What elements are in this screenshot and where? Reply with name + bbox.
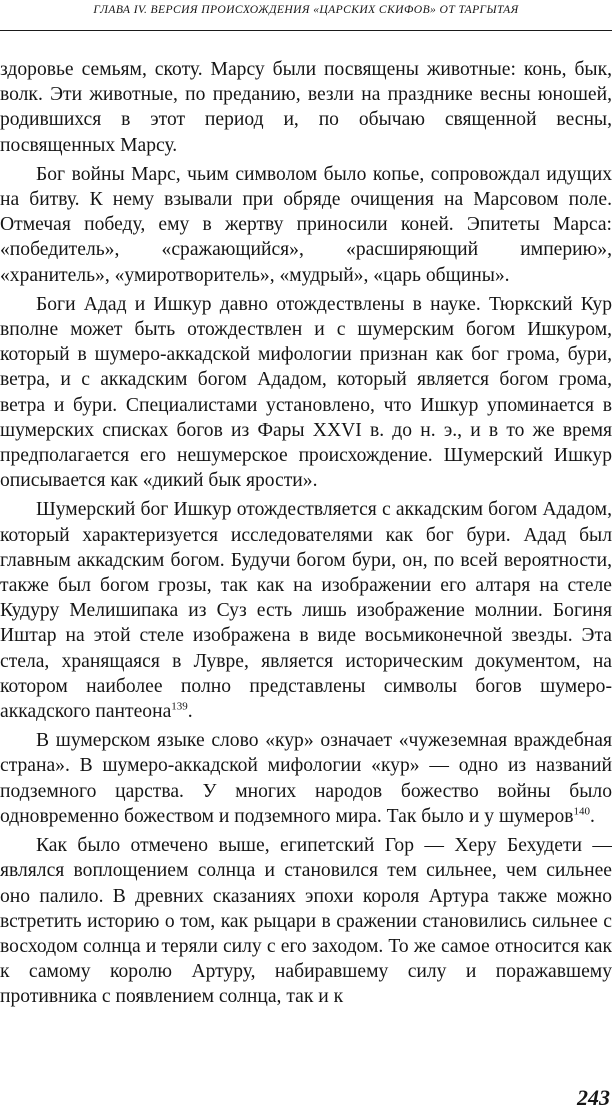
footnote-ref[interactable]: 140 (573, 805, 591, 818)
paragraph-text: Шумерский бог Ишкур отождествляется с аккадским богом Ададом, который характеризуется исследователями как бог бури. Адад был главным аккадским богом. Будучи богом бури, он, по всей вероятности, также был богом грозы, так как на изображении его алтаря на стеле Кудуру Мелишипака из Суз есть лишь изображение молнии. Богиня Иштар на этой стеле изображена в виде восьмиконечной звезды. Эта стела, хранящаяся в Лувре, является историческим документом, на котором наиболее полно представлены символы богов шумеро-аккадского пантеона (0, 499, 612, 723)
body-text (0, 57, 612, 1010)
paragraph: Шумерский бог Ишкур отождествляется с аккадским богом Ададом, который характеризуется исследователями как бог бури. Адад был главным аккадским богом. Будучи богом бури, он, по всей вероятности, также был богом грозы, так как на изображении его алтаря на стеле Кудуру Мелишипака из Суз есть лишь изображение молнии. Богиня Иштар на этой стеле изображена в виде восьмиконечной звезды. Эта стела, хранящаяся в Лувре, является историческим документом, на котором наиболее полно представлены символы богов шумеро-аккадского пантеона$^{139}$. (0, 499, 612, 723)
page-number: 243 (577, 1085, 610, 1110)
paragraph (0, 162, 612, 288)
paragraph-text: Как было отмечено выше, египетский Гор — Херу Бехудети — являлся воплощением солнца и становился тем сильнее, чем сильнее оно палило. В древних сказаниях эпохи короля Артура также можно встретить историю о том, как рыцари в сражении становились сильнее с восходом солнца и теряли силу с его заходом. То же самое относится как к самому королю Артуру, набиравшему силу и поражавшему противника с появлением солнца, так и к (0, 835, 612, 1008)
paragraph-text: Боги Адад и Ишкур давно отождествлены в науке. Тюркский Кур вполне может быть отождествлен и с шумерским богом Ишкуром, который в шумеро-аккадской мифологии признан как бог грома, бури, ветра, и с аккадским богом Ададом, который является богом грома, ветра и бури. Специалистами установлено, что Ишкур упоминается в шумерских списках богов из Фары XXVI в. до н. э., и в то же время предполагается его нешумерское происхождение. Шумерский Ишкур описывается как «дикий бык ярости». (0, 293, 612, 492)
header-rule (0, 30, 612, 31)
paragraph (0, 292, 612, 494)
paragraph-text: В шумерском языке слово «кур» означает «чужеземная враждебная страна». В шумеро-аккадской мифологии «кур» — одно из названий подземного царства. У многих народов божество войны было одновременно божеством и подземного мира. Так было и у шумеров (0, 730, 612, 827)
running-head: ГЛАВА IV. ВЕРСИЯ ПРОИСХОЖДЕНИЯ «ЦАРСКИХ СКИФОВ» ОТ ТАРГЫТАЯ (93, 3, 519, 16)
footnote-ref[interactable]: 139 (171, 700, 188, 713)
paragraph: В шумерском языке слово «кур» означает «чужеземная враждебная страна». В шумеро-аккадской мифологии «кур» — одно из названий подземного царства. У многих народов божество войны было одновременно божеством и подземного мира. Так было и у шумеров$^{140}$. (0, 730, 612, 827)
paragraph-text: здоровье семьям, скоту. Марсу были посвящены животные: конь, бык, волк. Эти животные, по преданию, везли на празднике весны юношей, родившихся в этот период и, по обычаю священной весны, посвященных Марсу. (0, 59, 612, 156)
paragraph (0, 57, 612, 158)
paragraph-text: Бог войны Марс, чьим символом было копье, сопровождал идущих на битву. К нему взывали при обряде очищения на Марсовом поле. Отмечая победу, ему в жертву приносили коней. Эпитеты Марса: «победитель», «сражающийся», «расширяющий империю», «хранитель», «умиротворитель», «мудрый», «царь общины». (0, 163, 612, 286)
paragraph (0, 833, 612, 1009)
